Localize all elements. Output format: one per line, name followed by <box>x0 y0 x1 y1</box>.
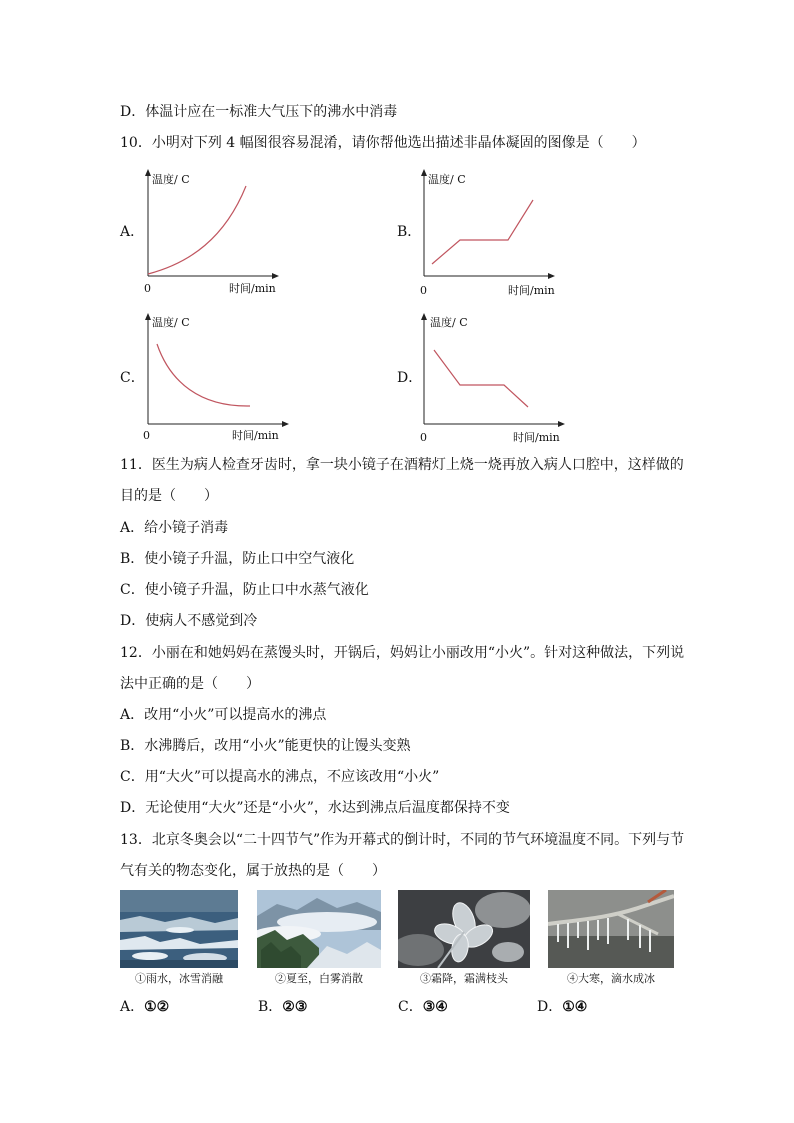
graph-a <box>140 168 280 288</box>
graph-c-origin: 0 <box>143 429 150 442</box>
q11-option-c: C．使小镜子升温，防止口中水蒸气液化 <box>120 582 369 598</box>
graph-a-origin: 0 <box>144 282 151 295</box>
q13-option-a <box>120 997 169 1017</box>
graph-c-ylabel: 温度/ C <box>152 316 190 329</box>
option-choice: ②③ <box>282 999 308 1015</box>
temperature-curve <box>148 186 246 274</box>
q11-option-d: D．使病人不感觉到冷 <box>120 613 258 629</box>
icicle-branch-photo <box>548 890 674 968</box>
x-axis-arrow <box>272 273 279 279</box>
melting-ice-photo <box>120 890 238 968</box>
graph-c-label: C． <box>120 370 145 386</box>
q11-option-a: A．给小镜子消毒 <box>120 520 229 536</box>
graph-b-origin: 0 <box>420 284 427 297</box>
photo-1-caption: ①雨水，冰雪消融 <box>135 972 223 985</box>
x-axis-arrow <box>282 421 289 427</box>
temperature-line <box>434 350 528 407</box>
option-letter: C． <box>398 999 423 1015</box>
option-choice: ③④ <box>422 999 448 1015</box>
option-choice: ①④ <box>562 999 588 1015</box>
q10-stem: 10．小明对下列 4 幅图很容易混淆，请你帮他选出描述非晶体凝固的图像是（ ） <box>120 135 646 151</box>
graph-a-label: A． <box>120 224 145 240</box>
q11-stem-line1: 11．医生为病人检查牙齿时，拿一块小镜子在酒精灯上烧一烧再放入病人口腔中，这样做的 <box>120 457 684 473</box>
q13-stem-line2: 气有关的物态变化，属于放热的是（ ） <box>120 863 386 879</box>
y-axis-arrow <box>145 313 151 320</box>
photo-2-caption: ②夏至，白雾消散 <box>275 972 363 985</box>
x-axis-arrow <box>558 421 565 427</box>
q12-option-a: A．改用“小火”可以提高水的沸点 <box>120 707 327 723</box>
y-axis-arrow <box>421 169 427 176</box>
q13-stem-line1: 13．北京冬奥会以“二十四节气”作为开幕式的倒计时，不同的节气环境温度不同。下列与节 <box>120 832 685 848</box>
graph-d <box>416 312 566 430</box>
graph-a-ylabel: 温度/ C <box>152 173 190 186</box>
y-axis-arrow <box>421 313 427 320</box>
option-letter: B． <box>258 999 283 1015</box>
q12-option-d: D．无论使用“大火”还是“小火”，水达到沸点后温度都保持不变 <box>120 800 510 816</box>
option-choice: ①② <box>144 999 170 1015</box>
q9-option-d: D．体温计应在一标准大气压下的沸水中消毒 <box>120 104 398 120</box>
photo-4-caption: ④大寒，滴水成冰 <box>567 972 655 985</box>
q12-stem-line1: 12．小丽在和她妈妈在蒸馒头时，开锅后，妈妈让小丽改用“小火”。针对这种做法，下列说 <box>120 645 685 661</box>
q13-option-d <box>537 997 587 1017</box>
q12-option-c: C．用“大火”可以提高水的沸点，不应该改用“小火” <box>120 769 440 785</box>
x-axis-arrow <box>548 273 555 279</box>
graph-b-xlabel: 时间/min <box>508 284 555 297</box>
q12-option-b: B．水沸腾后，改用“小火”能更快的让馒头变熟 <box>120 738 411 754</box>
graph-b-ylabel: 温度/ C <box>428 173 466 186</box>
frosted-leaves-photo <box>398 890 530 968</box>
graph-a-xlabel: 时间/min <box>229 282 276 295</box>
graph-d-origin: 0 <box>420 431 427 444</box>
graph-d-ylabel: 温度/ C <box>430 316 468 329</box>
q11-stem-line2: 目的是（ ） <box>120 488 218 504</box>
option-letter: D． <box>537 999 563 1015</box>
temperature-line <box>432 200 533 264</box>
graph-c-xlabel: 时间/min <box>232 429 279 442</box>
q11-option-b: B．使小镜子升温，防止口中空气液化 <box>120 551 355 567</box>
option-letter: A． <box>120 999 145 1015</box>
q12-stem-line2: 法中正确的是（ ） <box>120 676 260 692</box>
graph-d-label: D． <box>397 370 423 386</box>
graph-b <box>416 168 556 288</box>
graph-d-xlabel: 时间/min <box>513 431 560 444</box>
temperature-curve <box>157 344 250 406</box>
graph-b-label: B． <box>397 224 422 240</box>
q13-option-b <box>258 997 307 1017</box>
photo-3-caption: ③霜降，霜满枝头 <box>420 972 508 985</box>
graph-c <box>140 312 290 430</box>
y-axis-arrow <box>145 169 151 176</box>
fog-mountain-photo <box>257 890 381 968</box>
q13-option-c <box>398 997 448 1017</box>
